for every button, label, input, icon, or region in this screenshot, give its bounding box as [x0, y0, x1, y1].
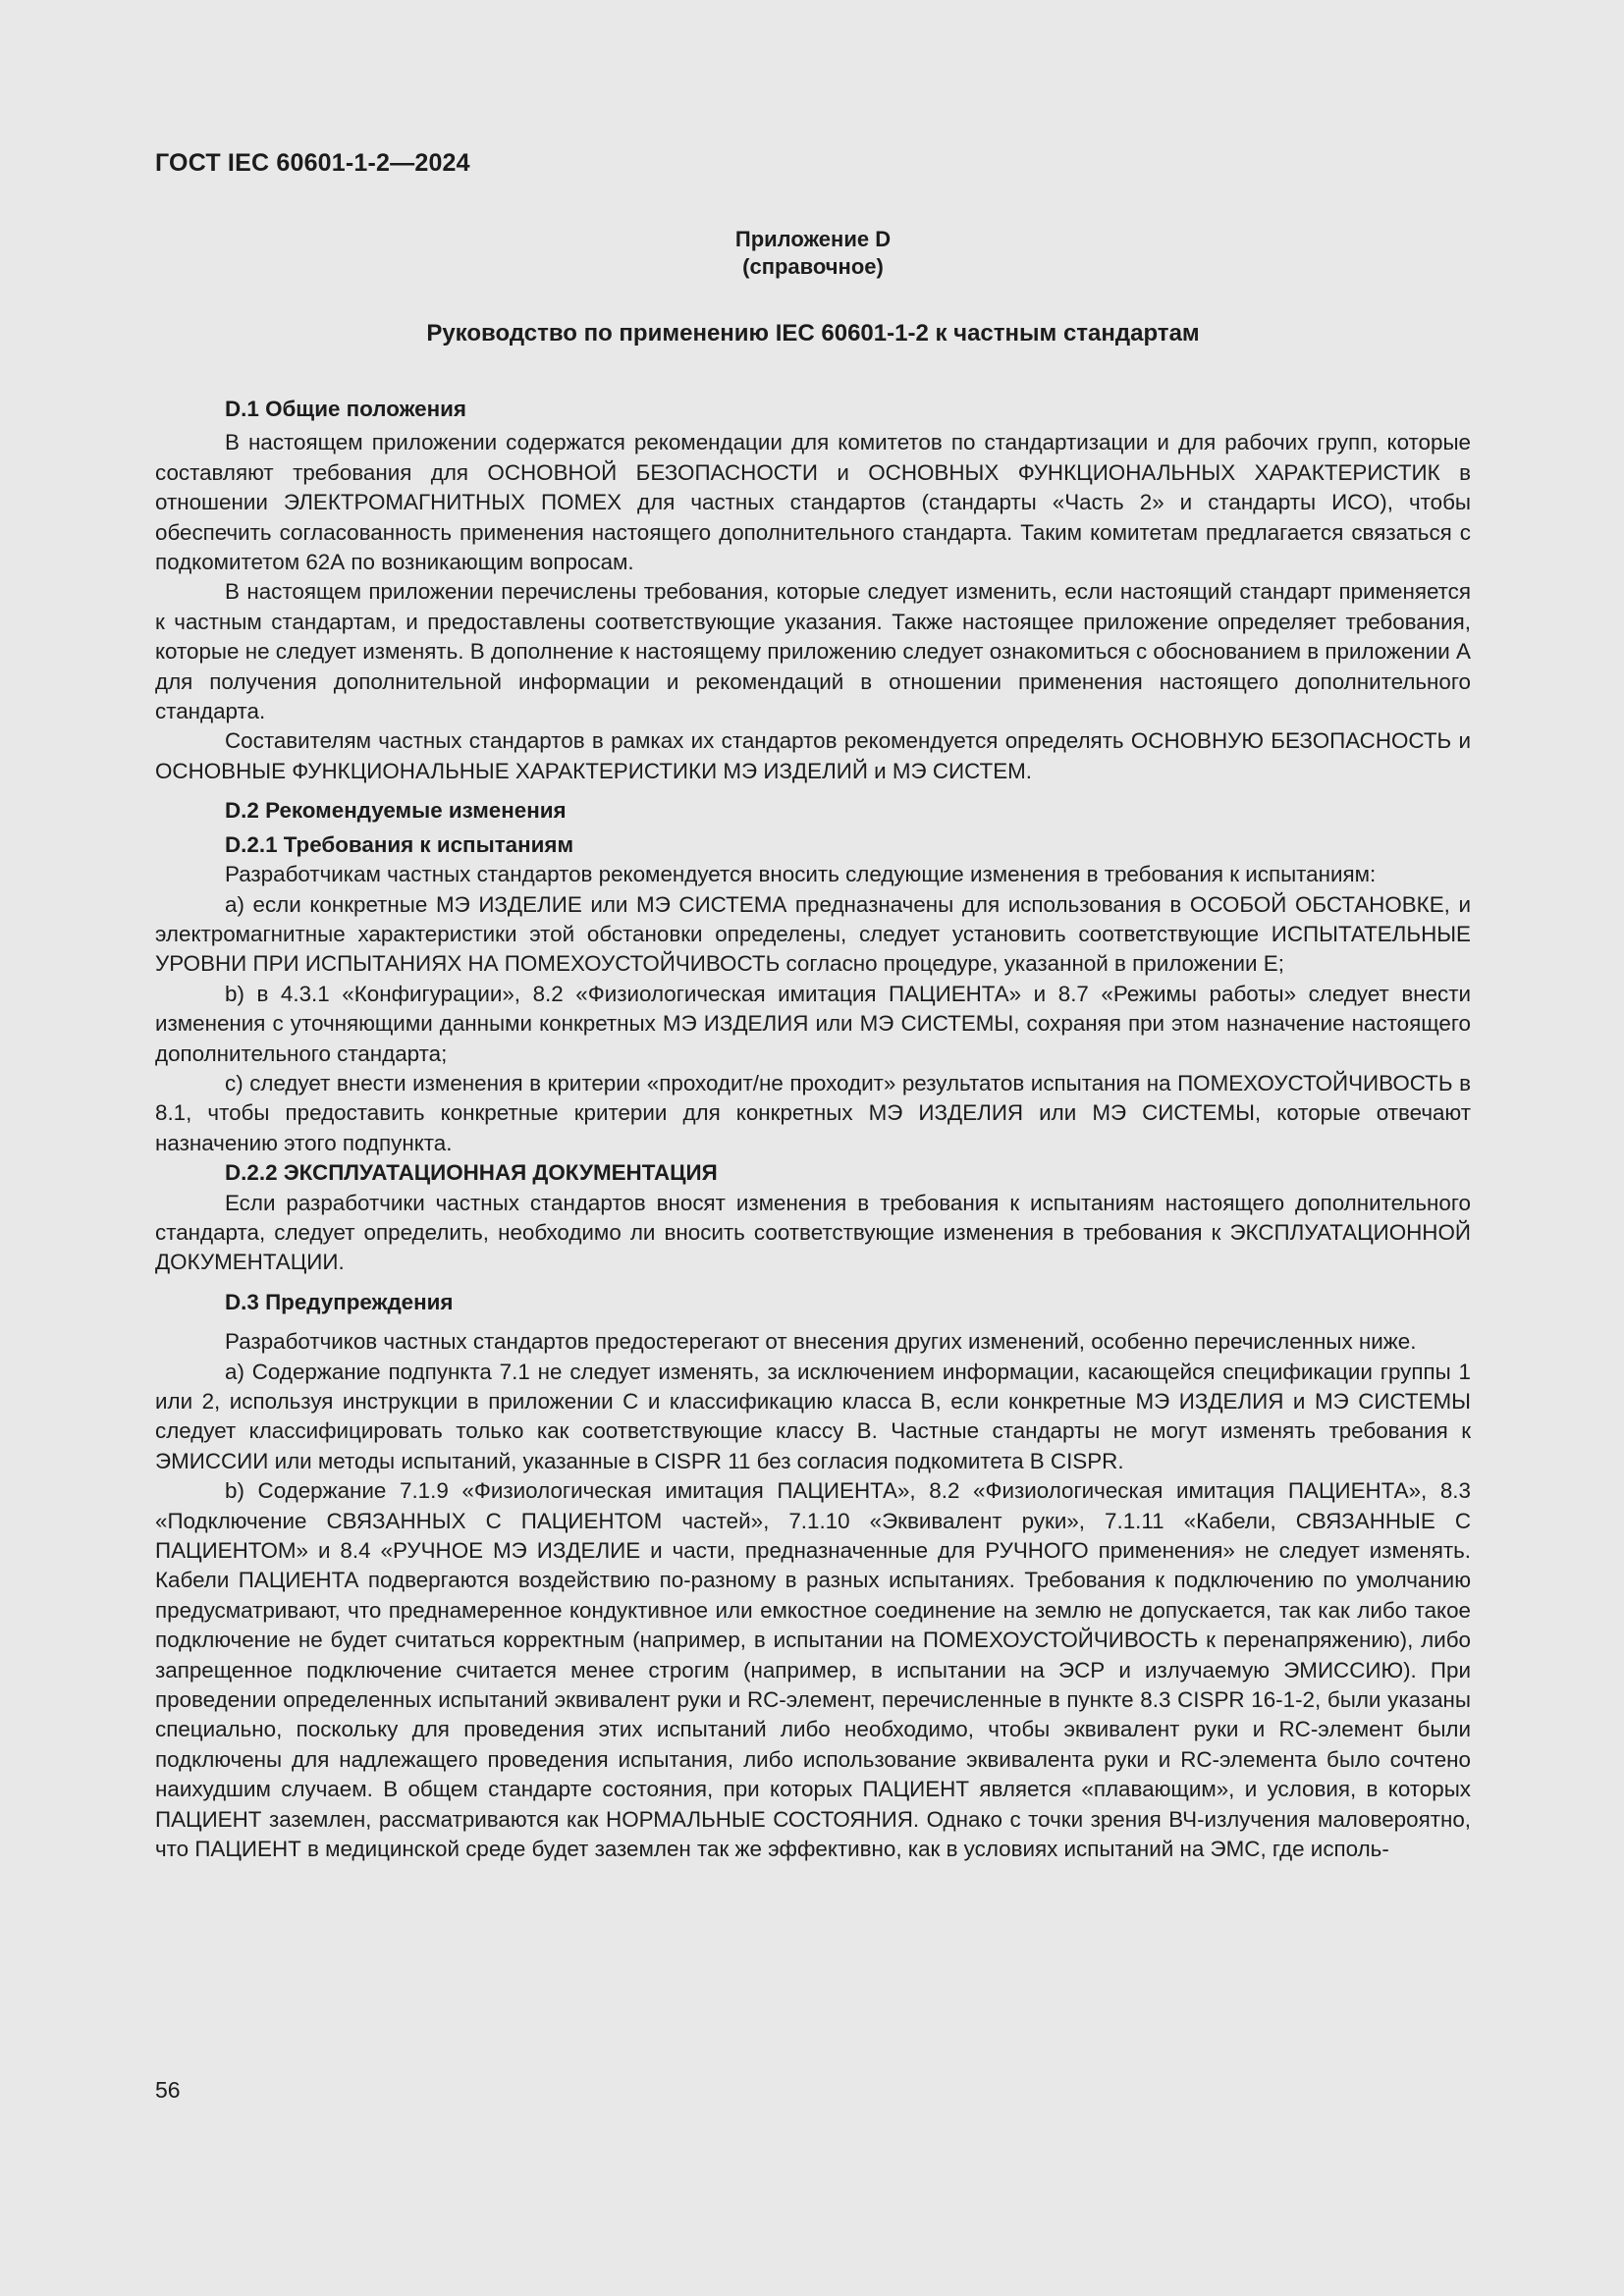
paragraph: Если разработчики частных стандартов вносят изменения в требования к испытаниям настоящего дополнительного стандарта, следует определить, необходимо ли вносить соответствующие изменения в требования к ЭКСПЛУАТАЦИОННОЙ ДОКУМЕНТАЦИИ. [155, 1190, 1471, 1275]
list-item: b) в 4.3.1 «Конфигурации», 8.2 «Физиологическая имитация ПАЦИЕНТА» и 8.7 «Режимы работы» следует внести изменения с уточняющими данными конкретных МЭ ИЗДЕЛИЯ или МЭ СИСТЕМЫ, сохраняя при этом назначение настоящего дополнительного стандарта; [155, 981, 1471, 1066]
paragraph: В настоящем приложении перечислены требования, которые следует изменить, если настоящий стандарт применяется к частным стандартам, и предоставлены соответствующие указания. Также настоящее приложение определяет требования, которые не следует изменять. В дополнение к настоящему приложению следует ознакомиться с обоснованием в приложении А для получения дополнительной информации и рекомендаций в отношении применения настоящего дополнительного стандарта. [155, 579, 1471, 724]
subsection-heading-d21: D.2.1 Требования к испытаниям [225, 831, 574, 857]
subsection-heading-d22: D.2.2 ЭКСПЛУАТАЦИОННАЯ ДОКУМЕНТАЦИЯ [225, 1160, 718, 1186]
appendix-label-block [155, 226, 1471, 281]
paragraph: Составителям частных стандартов в рамках их стандартов рекомендуется определять ОСНОВНУЮ БЕЗОПАСНОСТЬ и ОСНОВНЫЕ ФУНКЦИОНАЛЬНЫЕ ХАРАКТЕРИСТИКИ МЭ ИЗДЕЛИЙ и МЭ СИСТЕМ. [155, 728, 1471, 783]
section-heading-d3: D.3 Предупреждения [225, 1289, 454, 1314]
list-item: b) Содержание 7.1.9 «Физиологическая имитация ПАЦИЕНТА», 8.2 «Физиологическая имитация ПАЦИЕНТА», 8.3 «Подключение СВЯЗАННЫХ С ПАЦИЕНТОМ частей», 7.1.10 «Эквивалент руки», 7.1.11 «Кабели, СВЯЗАННЫЕ С ПАЦИЕНТОМ» и 8.4 «РУЧНОЕ МЭ ИЗДЕЛИЕ и части, предназначенные для РУЧНОГО применения» не следует изменять. Кабели ПАЦИЕНТА подвергаются воздействию по-разному в разных испытаниях. Требования к подключению по умолчанию предусматривают, что преднамеренное кондуктивное или емкостное соединение на землю не допускается, так как либо такое подключение не будет считаться корректным (например, в испытании на ПОМЕХОУСТОЙЧИВОСТЬ к перенапряжению), либо запрещенное подключение считается менее строгим (например, в испытании на ЭСР и излучаемую ЭМИССИЮ). При проведении определенных испытаний эквивалент руки и RC-элемент, перечисленные в пункте 8.3 CISPR 16-1-2, были указаны специально, поскольку для проведения этих испытаний либо необходимо, чтобы эквивалент руки и RC-элемент были подключены для надлежащего проведения испытания, либо использование эквивалента руки и RC-элемента было сочтено наихудшим случаем. В общем стандарте состояния, при которых ПАЦИЕНТ является «плавающим», и условия, в которых ПАЦИЕНТ заземлен, рассматриваются как НОРМАЛЬНЫЕ СОСТОЯНИЯ. Однако с точки зрения ВЧ-излучения маловероятно, что ПАЦИЕНТ в медицинской среде будет заземлен так же эффективно, как в условиях испытаний на ЭМС, где исполь- [155, 1478, 1471, 1862]
appendix-label: Приложение D [734, 227, 892, 251]
document-page [155, 0, 1471, 2296]
paragraph: Разработчикам частных стандартов рекомендуется вносить следующие изменения в требования к испытаниям: [225, 862, 1377, 887]
list-item: а) если конкретные МЭ ИЗДЕЛИЕ или МЭ СИСТЕМА предназначены для использования в ОСОБОЙ ОБСТАНОВКЕ, и электромагнитные характеристики этой обстановки определены, следует установить соответствующие ИСПЫТАТЕЛЬНЫЕ УРОВНИ ПРИ ИСПЫТАНИЯХ НА ПОМЕХОУСТОЙЧИВОСТЬ согласно процедуре, указанной в приложении Е; [155, 891, 1471, 977]
page-number: 56 [155, 2077, 181, 2103]
list-item: а) Содержание подпункта 7.1 не следует изменять, за исключением информации, касающейся спецификации группы 1 или 2, используя инструкции в приложении С и классификацию класса В, если конкретные МЭ ИЗДЕЛИЯ и МЭ СИСТЕМЫ следует классифицировать только как соответствующие классу В. Частные стандарты не могут изменять требования к ЭМИССИИ или методы испытаний, указанные в CISPR 11 без согласия подкомитета В CISPR. [155, 1359, 1471, 1473]
document-body [155, 395, 1471, 1865]
section-heading-d2: D.2 Рекомендуемые изменения [225, 798, 567, 824]
paragraph: В настоящем приложении содержатся рекомендации для комитетов по стандартизации и для рабочих групп, которые составляют требования для ОСНОВНОЙ БЕЗОПАСНОСТИ и ОСНОВНЫХ ФУНКЦИОНАЛЬНЫХ ХАРАКТЕРИСТИК в отношении ЭЛЕКТРОМАГНИТНЫХ ПОМЕХ для частных стандартов (стандарты «Часть 2» и стандарты ИСО), чтобы обеспечить согласованность применения настоящего дополнительного стандарта. Таким комитетам предлагается связаться с подкомитетом 62А по возникающим вопросам. [155, 430, 1471, 575]
appendix-status: (справочное) [742, 254, 884, 279]
document-code-header: ГОСТ IEC 60601-1-2—2024 [155, 149, 470, 177]
section-heading-d1: D.1 Общие положения [225, 397, 466, 421]
appendix-title: Руководство по применению IEC 60601-1-2 к частным стандартам [426, 320, 1200, 347]
list-item: c) следует внести изменения в критерии «проходит/не проходит» результатов испытания на ПОМЕХОУСТОЙЧИВОСТЬ в 8.1, чтобы предоставить конкретные критерии для конкретных МЭ ИЗДЕЛИЯ или МЭ СИСТЕМЫ, которые отвечают назначению этого подпункта. [155, 1070, 1471, 1155]
paragraph: Разработчиков частных стандартов предостерегают от внесения других изменений, особенно перечисленных ниже. [225, 1329, 1417, 1355]
